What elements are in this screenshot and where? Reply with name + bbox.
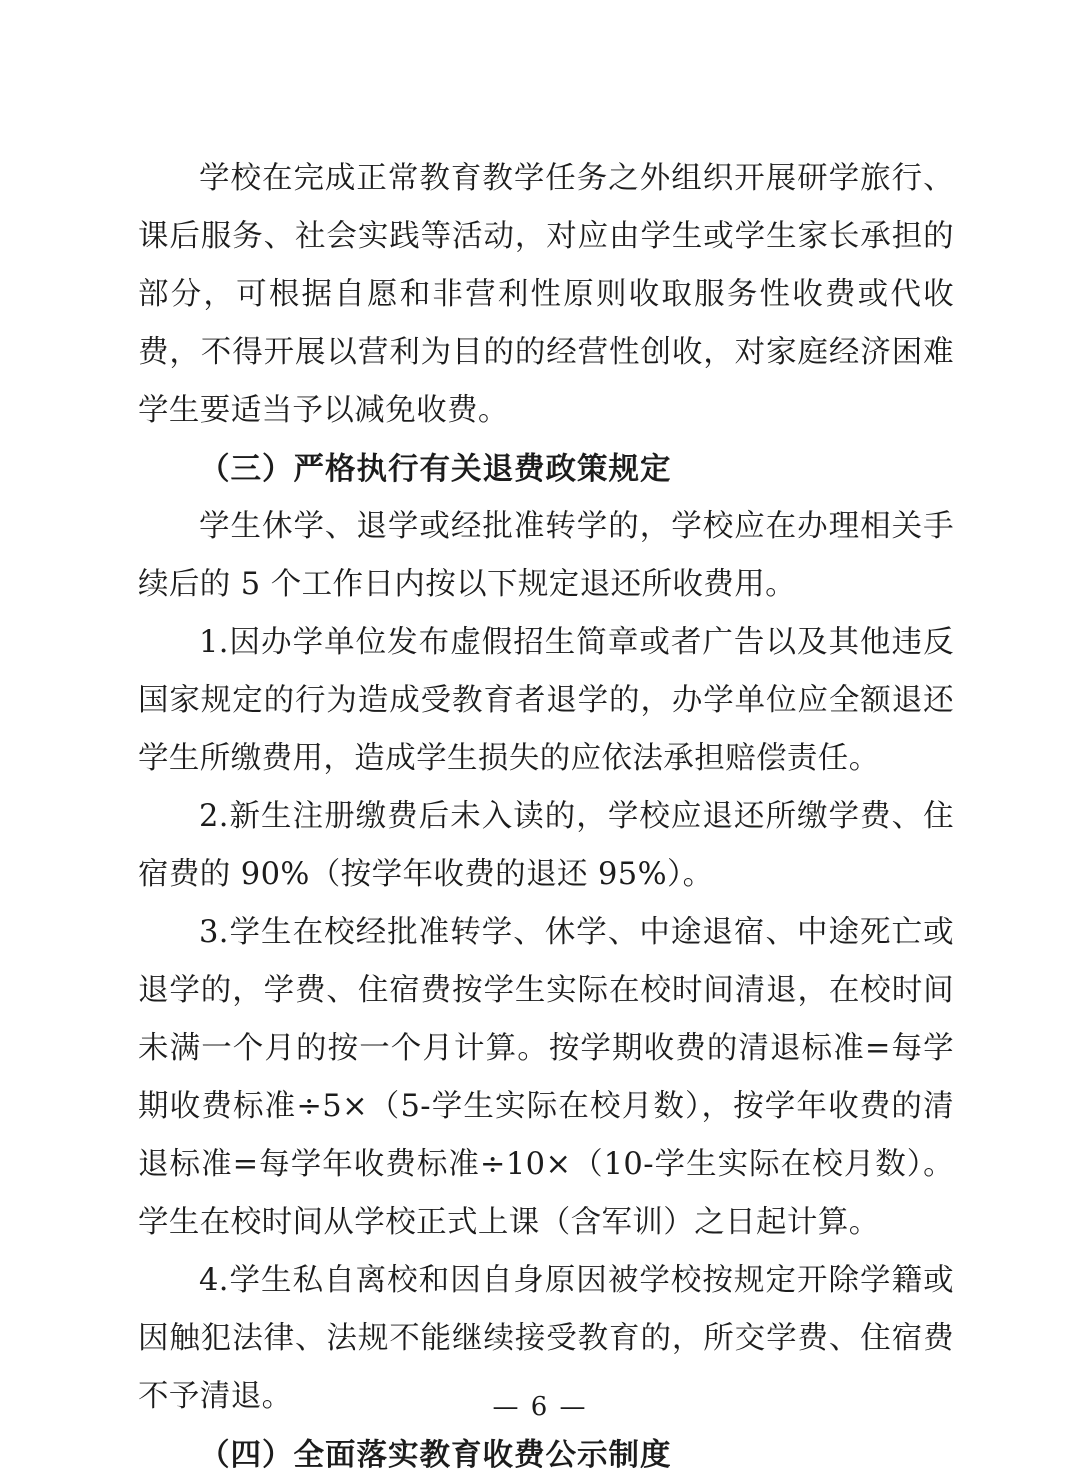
paragraph-refund-item-2: 2.新生注册缴费后未入读的，学校应退还所缴学费、住宿费的 90%（按学年收费的退还 95%）。 [138, 799, 954, 892]
section-heading-refund-policy: （三）严格执行有关退费政策规定 [199, 451, 672, 487]
document-body [138, 150, 954, 1470]
paragraph-refund-item-3: 3.学生在校经批准转学、休学、中途退宿、中途死亡或退学的，学费、住宿费按学生实际在校时间清退，在校时间未满一个月的按一个月计算。按学期收费的清退标准=每学期收费标准÷5×（5-学生实际在校月数），按学年收费的清退标准=每学年收费标准÷10×（10-学生实际在校月数）。学生在校时间从学校正式上课（含军训）之日起计算。 [138, 915, 954, 1240]
paragraph-refund-item-4: 4.学生私自离校和因自身原因被学校按规定开除学籍或因触犯法律、法规不能继续接受教育的，所交学费、住宿费不予清退。 [138, 1263, 954, 1414]
section-heading-fee-disclosure: （四）全面落实教育收费公示制度 [199, 1437, 672, 1470]
page-number: — 6 — [492, 1392, 588, 1422]
paragraph-refund-timeline: 学生休学、退学或经批准转学的，学校应在办理相关手续后的 5 个工作日内按以下规定退还所收费用。 [138, 509, 954, 602]
paragraph-refund-item-1: 1.因办学单位发布虚假招生简章或者广告以及其他违反国家规定的行为造成受教育者退学的，办学单位应全额退还学生所缴费用，造成学生损失的应依法承担赔偿责任。 [138, 625, 954, 776]
paragraph-extracurricular-fees: 学校在完成正常教育教学任务之外组织开展研学旅行、课后服务、社会实践等活动，对应由学生或学生家长承担的部分，可根据自愿和非营利性原则收取服务性收费或代收费，不得开展以营利为目的的经营性创收，对家庭经济困难学生要适当予以减免收费。 [138, 161, 954, 428]
